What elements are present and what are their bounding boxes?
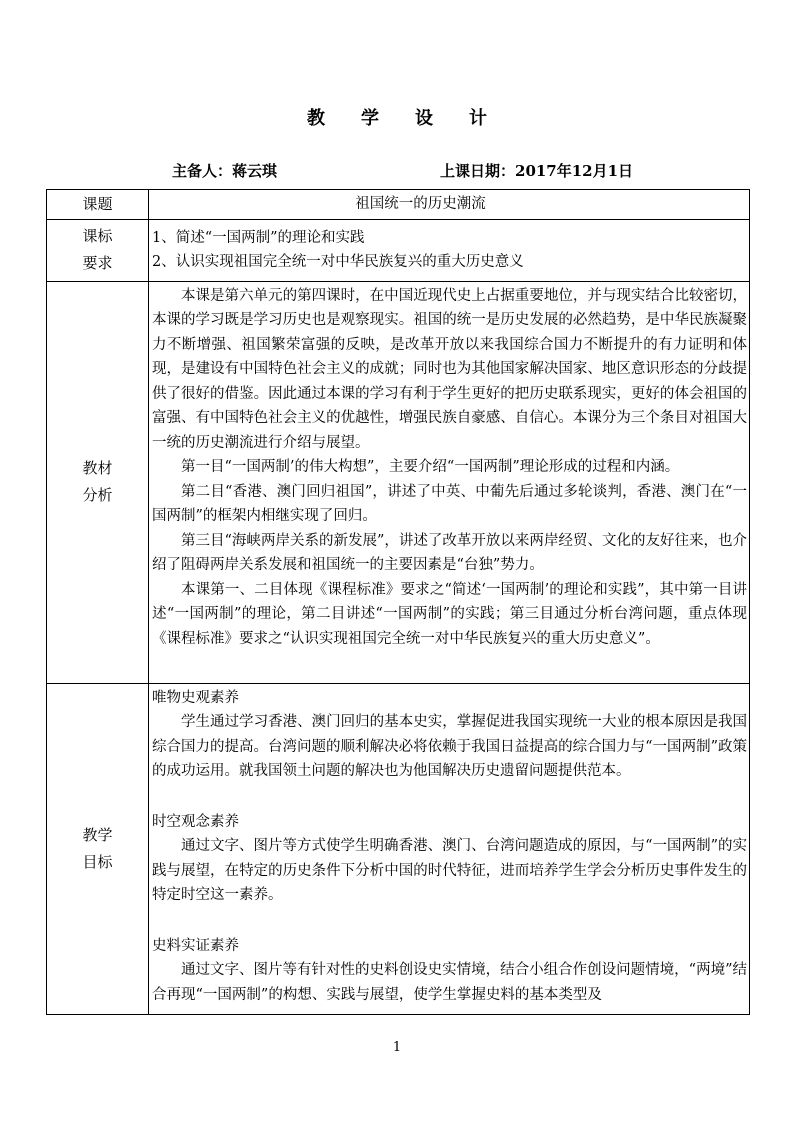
analysis-paragraph-5: 本课第一、二目体现《课程标准》要求之“简述‘一国两制’的理论和实践”，其中第一目讲述“一国两制”的理论，第二目讲述“一国两制”的实践；第三目通过分析台湾问题，重点体现《课程标准》要求之“认识实现祖国完全统一对中华民族复兴的重大历史意义”。 xyxy=(152,581,747,647)
standard-item-2: 2、认识实现祖国完全统一对中华民族复兴的重大历史意义 xyxy=(152,254,524,270)
objectives-label xyxy=(47,683,149,1014)
analysis-row xyxy=(47,281,750,683)
analysis-paragraph-2: 第一目“一国两制’的伟大构想”，主要介绍“一国两制”理论形成的过程和内涵。 xyxy=(181,459,680,475)
standard-content xyxy=(149,219,750,281)
objectives-label-line2: 目标 xyxy=(82,852,113,871)
topic-value xyxy=(149,190,750,220)
preparer: 主备人：蒋云琪 xyxy=(172,162,278,180)
analysis-paragraph-1: 本课是第六单元的第四课时，在中国近现代史上占据重要地位，并与现实结合比较密切，本课的学习既是学习历史也是观察现实。祖国的统一是历史发展的必然趋势，是中华民族凝聚力不断增强、祖国繁荣富强的反映，是改革开放以来我国综合国力不断提升的有力证明和体现，是建设有中国特色社会主义的成就；同时也为其他国家解决国家、地区意识形态的分歧提供了很好的借鉴。因此通过本课的学习有利于学生更好的把历史联系现实，更好的体会祖国的富强、有中国特色社会主义的优越性，增强民族自豪感、自信心。本课分为三个条目对祖国大一统的历史潮流进行介绍与展望。 xyxy=(152,287,747,451)
topic-value-text: 祖国统一的历史潮流 xyxy=(355,196,486,212)
class-date: 上课日期：2017年12月1日 xyxy=(440,162,634,180)
topic-label-text: 课题 xyxy=(82,195,113,214)
standard-item-1: 1、简述“一国两制”的理论和实践 xyxy=(152,229,365,246)
analysis-paragraph-3: 第二目“香港、澳门回归祖国”，讲述了中英、中葡先后通过多轮谈判，香港、澳门在“一国两制”的框架内相继实现了回归。 xyxy=(152,483,747,524)
objective-heading-3: 史料实证素养 xyxy=(152,937,239,954)
objectives-label-line1: 教学 xyxy=(82,825,113,844)
analysis-label-line1: 教材 xyxy=(82,459,113,477)
analysis-label-line2: 分析 xyxy=(82,486,113,504)
objectives-content xyxy=(149,683,750,1014)
analysis-content xyxy=(149,281,750,683)
objective-text-3: 通过文字、图片等有针对性的史料创设史实情境，结合小组合作创设问题情境，“两境”结合再现“一国两制”的构想、实践与展望，使学生掌握史料的基本类型及 xyxy=(152,962,747,1003)
objective-heading-1: 唯物史观素养 xyxy=(152,689,239,706)
objective-text-2: 通过文字、图片等方式使学生明确香港、澳门、台湾问题造成的原因，与“一国两制”的实践与展望，在特定的历史条件下分析中国的时代特征，进而培养学生学会分析历史事件发生的特定时空这一素养。 xyxy=(152,838,747,903)
document-title: 教学设计 xyxy=(307,108,523,129)
standard-label xyxy=(47,219,149,281)
topic-row xyxy=(47,190,750,220)
standard-label-line1: 课标 xyxy=(82,227,113,245)
analysis-paragraph-4: 第三目“海峡两岸关系的新发展”，讲述了改革开放以来两岸经贸、文化的友好往来，也介绍了阻碍两岸关系发展和祖国统一的主要因素是“台独”势力。 xyxy=(152,532,747,573)
page-number: 1 xyxy=(392,1040,402,1055)
objectives-row xyxy=(47,683,750,1014)
analysis-label xyxy=(47,281,149,683)
standard-label-line2: 要求 xyxy=(82,254,113,272)
standard-row xyxy=(47,219,750,281)
objective-text-1: 学生通过学习香港、澳门回归的基本史实，掌握促进我国实现统一大业的根本原因是我国综合国力的提高。台湾问题的顺利解决必将依赖于我国日益提高的综合国力与“一国两制”政策的成功运用。就我国领土问题的解决也为他国解决历史遗留问题提供范本。 xyxy=(152,714,747,779)
objective-heading-2: 时空观念素养 xyxy=(152,813,239,830)
lesson-plan-table xyxy=(46,189,750,1015)
topic-label xyxy=(47,190,149,220)
